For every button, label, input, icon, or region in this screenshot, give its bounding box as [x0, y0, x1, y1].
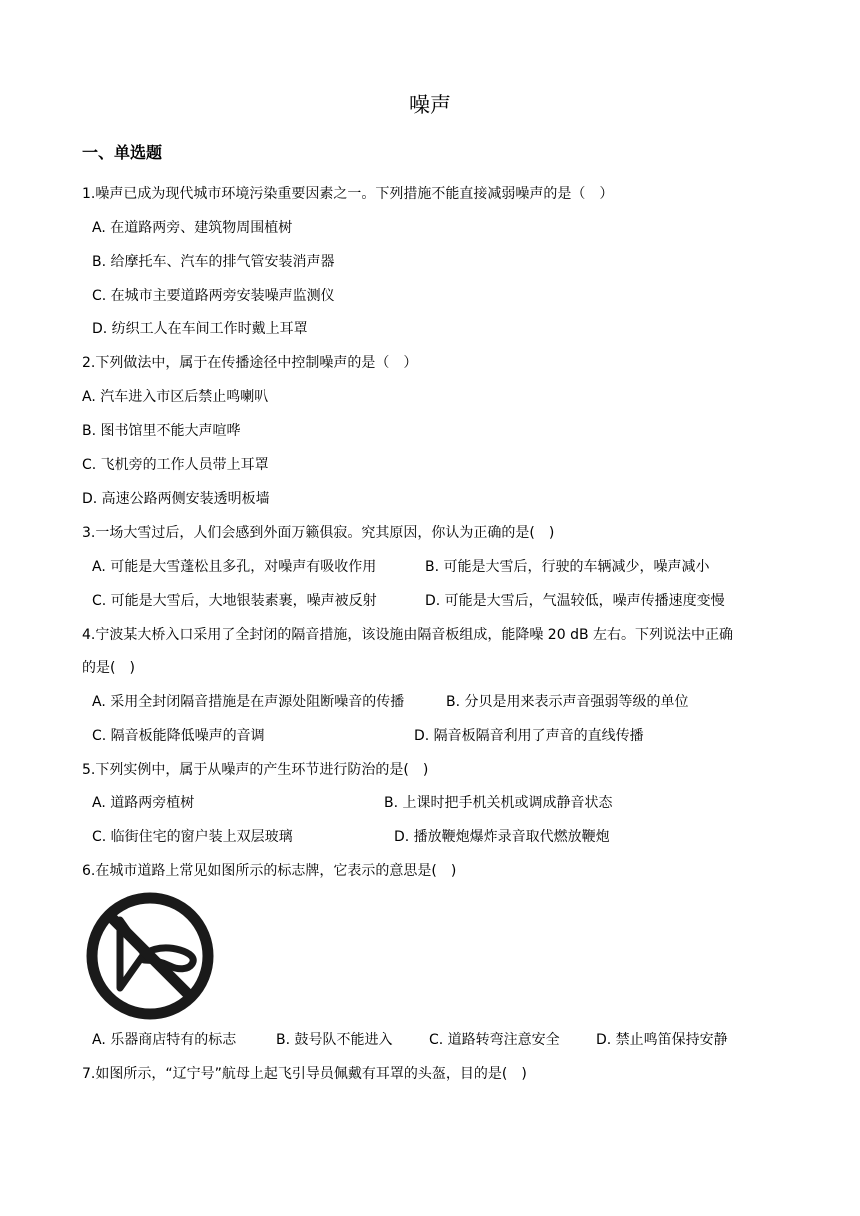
question-4-option-d: D. 隔音板隔音利用了声音的直线传播	[414, 728, 644, 744]
question-1-option-c: C. 在城市主要道路两旁安装噪声监测仪	[92, 288, 335, 304]
question-2-stem: 2.下列做法中，属于在传播途径中控制噪声的是（ ）	[82, 355, 418, 371]
question-6-option-b: B. 鼓号队不能进入	[276, 1032, 393, 1048]
question-3-option-b: B. 可能是大雪后，行驶的车辆减少，噪声减小	[425, 559, 710, 575]
question-1-stem: 1.噪声已成为现代城市环境污染重要因素之一。下列措施不能直接减弱噪声的是（ ）	[82, 186, 614, 202]
question-1-option-b: B. 给摩托车、汽车的排气管安装消声器	[92, 254, 335, 270]
question-2-option-d: D. 高速公路两侧安装透明板墙	[82, 491, 270, 507]
no-honking-sign-icon	[84, 890, 216, 1022]
question-6-stem: 6.在城市道路上常见如图所示的标志牌，它表示的意思是( )	[82, 863, 457, 879]
question-4-option-c: C. 隔音板能降低噪声的音调	[92, 728, 265, 744]
question-4-option-a: A. 采用全封闭隔音措施是在声源处阻断噪音的传播	[92, 694, 405, 710]
question-5-stem: 5.下列实例中，属于从噪声的产生环节进行防治的是( )	[82, 762, 429, 778]
question-3-option-a: A. 可能是大雪蓬松且多孔，对噪声有吸收作用	[92, 559, 377, 575]
question-3-option-c: C. 可能是大雪后，大地银装素裹，噪声被反射	[92, 593, 377, 609]
question-6-option-a: A. 乐器商店特有的标志	[92, 1032, 237, 1048]
question-5-option-a: A. 道路两旁植树	[92, 795, 195, 811]
question-4-option-b: B. 分贝是用来表示声音强弱等级的单位	[446, 694, 689, 710]
question-6-option-d: D. 禁止鸣笛保持安静	[596, 1032, 728, 1048]
question-3-stem: 3.一场大雪过后，人们会感到外面万籁俱寂。究其原因，你认为正确的是( )	[82, 525, 555, 541]
question-5-option-c: C. 临街住宅的窗户装上双层玻璃	[92, 829, 293, 845]
question-2-option-c: C. 飞机旁的工作人员带上耳罩	[82, 457, 269, 473]
question-6-option-c: C. 道路转弯注意安全	[429, 1032, 560, 1048]
question-5-option-b: B. 上课时把手机关机或调成静音状态	[384, 795, 613, 811]
question-1-option-d: D. 纺织工人在车间工作时戴上耳罩	[92, 321, 308, 337]
section-title: 一、单选题	[82, 143, 163, 162]
question-7-stem: 7.如图所示，“辽宁号”航母上起飞引导员佩戴有耳罩的头盔，目的是( )	[82, 1066, 527, 1082]
question-2-option-b: B. 图书馆里不能大声喧哗	[82, 423, 241, 439]
question-2-option-a: A. 汽车进入市区后禁止鸣喇叭	[82, 389, 269, 405]
page-title: 噪声	[409, 93, 451, 117]
question-3-option-d: D. 可能是大雪后，气温较低，噪声传播速度变慢	[425, 593, 725, 609]
question-4-stem-line-2: 的是( )	[82, 660, 135, 676]
question-5-option-d: D. 播放鞭炮爆炸录音取代燃放鞭炮	[394, 829, 610, 845]
question-4-stem-line-1: 4.宁波某大桥入口采用了全封闭的隔音措施，该设施由隔音板组成，能降噪 20 dB 左右。下列说法中正确	[82, 627, 734, 643]
question-1-option-a: A. 在道路两旁、建筑物周围植树	[92, 220, 293, 236]
